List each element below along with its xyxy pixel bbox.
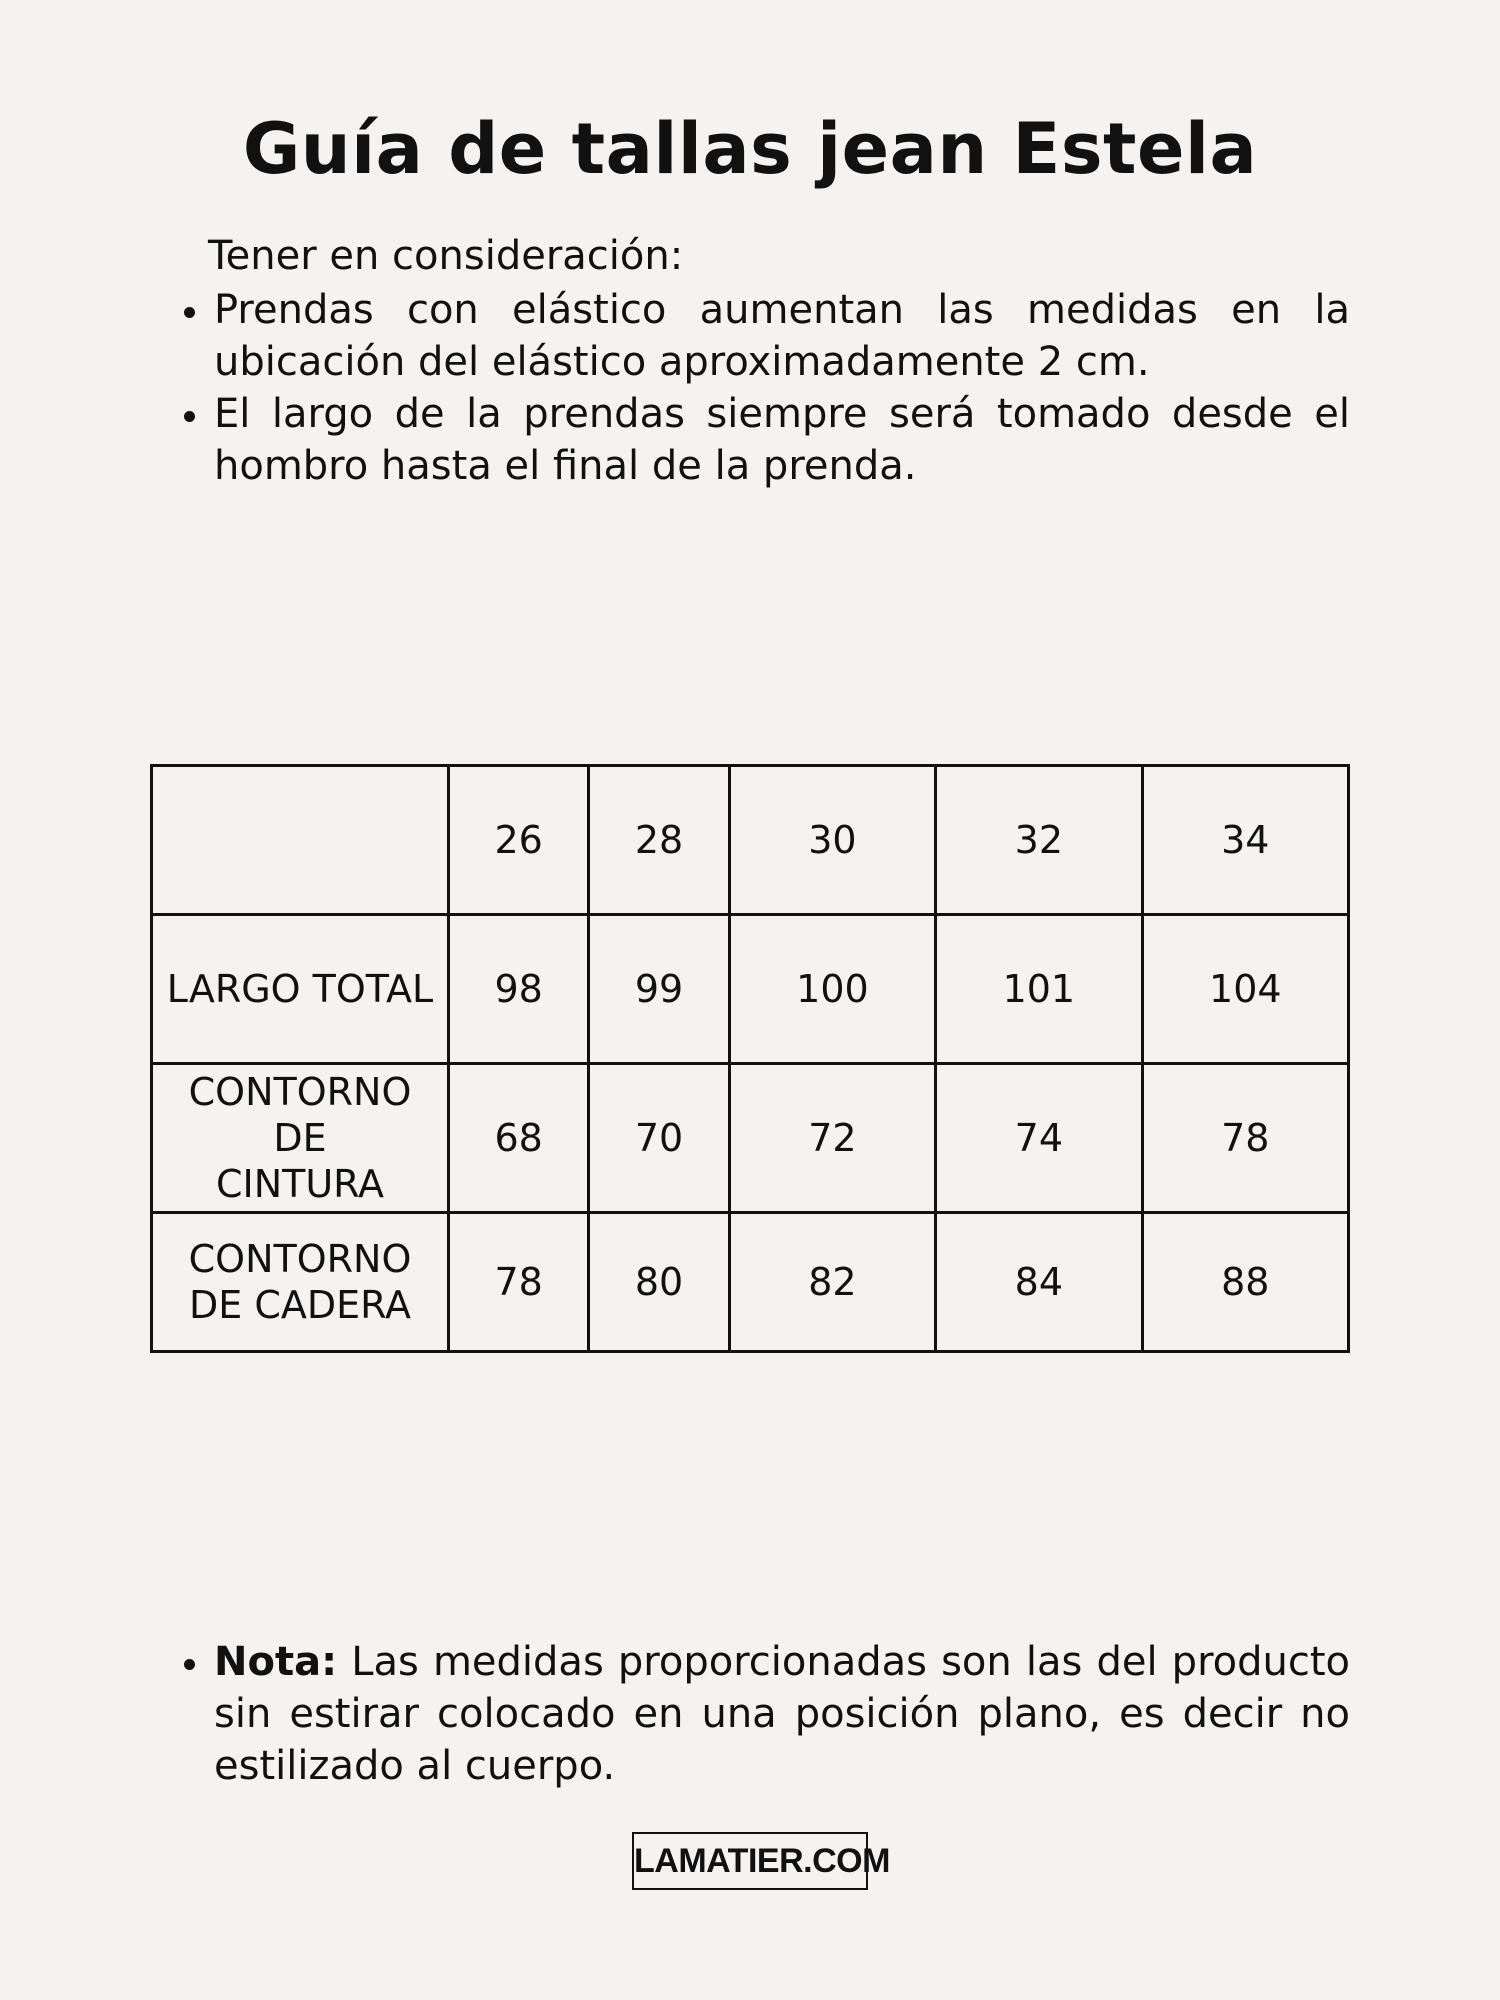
table-cell: 80 [589, 1213, 729, 1352]
table-cell: 78 [449, 1213, 589, 1352]
size-table [150, 764, 1350, 1353]
list-item: El largo de la prendas siempre será tomado desde el hombro hasta el final de la prenda. [182, 388, 1350, 492]
intro-text: Tener en consideración: [208, 233, 684, 279]
table-corner-cell [152, 766, 449, 915]
page-title: Guía de tallas jean Estela [242, 108, 1258, 190]
note-item [182, 1636, 1350, 1792]
table-cell: 70 [589, 1064, 729, 1213]
table-cell: 100 [729, 915, 935, 1064]
row-label: LARGO TOTAL [152, 915, 449, 1064]
size-header-cell: 30 [729, 766, 935, 915]
size-header-cell: 32 [936, 766, 1142, 915]
table-row [152, 915, 1349, 1064]
table-cell: 104 [1142, 915, 1348, 1064]
table-header-row [152, 766, 1349, 915]
consideration-list [182, 284, 1350, 492]
table-cell: 98 [449, 915, 589, 1064]
table-cell: 88 [1142, 1213, 1348, 1352]
table-row [152, 1213, 1349, 1352]
table-cell: 78 [1142, 1064, 1348, 1213]
note-label: Nota: [214, 1639, 338, 1685]
table-cell: 74 [936, 1064, 1142, 1213]
table-cell: 101 [936, 915, 1142, 1064]
row-label-text: CONTORNO DE CINTURA [188, 1070, 412, 1206]
table-cell: 99 [589, 915, 729, 1064]
website-badge: LAMATIER.COM [632, 1832, 868, 1890]
size-header-cell: 28 [589, 766, 729, 915]
table-cell: 72 [729, 1064, 935, 1213]
table-row [152, 1064, 1349, 1213]
size-header-cell: 34 [1142, 766, 1348, 915]
row-label-text: CONTORNO DE CADERA [188, 1237, 412, 1327]
note-text: Las medidas proporcionadas son las del producto sin estirar colocado en una posición plano, es decir no estilizado al cuerpo. [214, 1639, 1350, 1789]
size-header-cell: 26 [449, 766, 589, 915]
row-label [152, 1213, 449, 1352]
row-label [152, 1064, 449, 1213]
table-cell: 68 [449, 1064, 589, 1213]
table-cell: 82 [729, 1213, 935, 1352]
table-cell: 84 [936, 1213, 1142, 1352]
note-list [182, 1636, 1350, 1792]
list-item: Prendas con elástico aumentan las medidas en la ubicación del elástico aproximadamente 2 cm. [182, 284, 1350, 388]
